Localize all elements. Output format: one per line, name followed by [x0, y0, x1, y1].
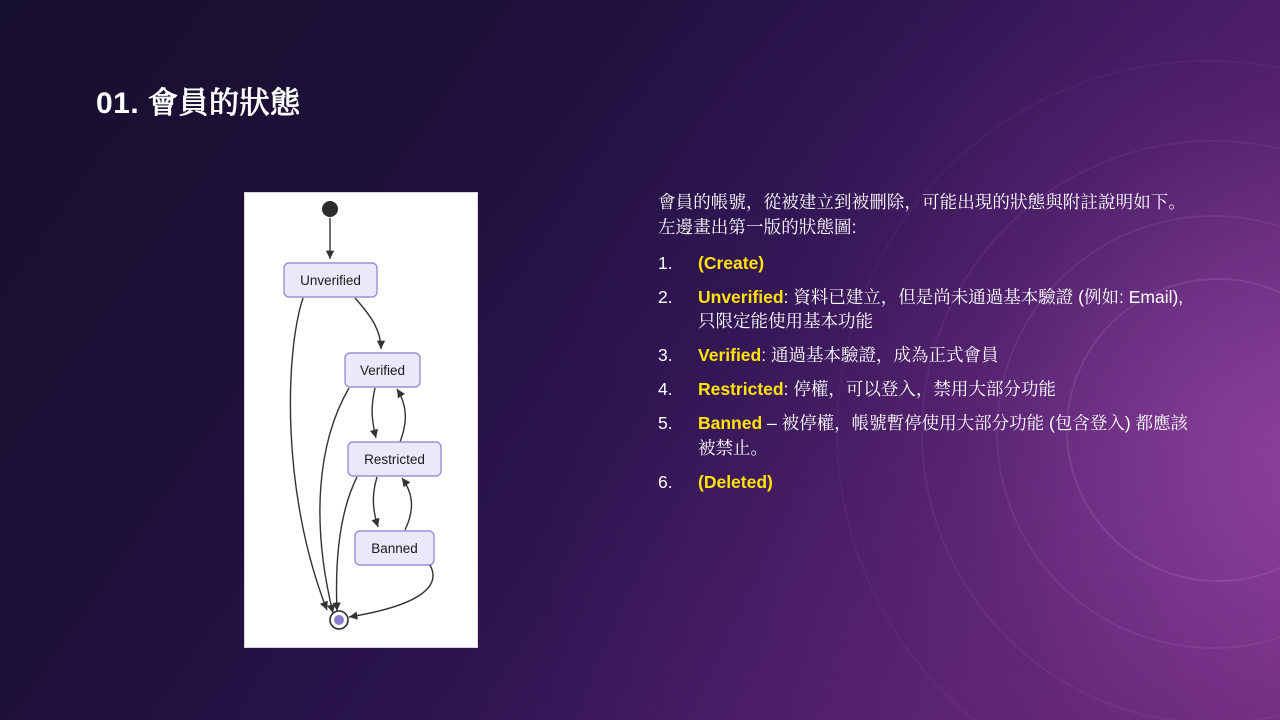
list-item-keyword: Unverified [698, 286, 784, 307]
list-item-text: : 通過基本驗證，成為正式會員 [761, 345, 999, 366]
list-item [658, 251, 1198, 276]
list-item-text: – 被停權，帳號暫停使用大部分功能 (包含登入) 都應該被禁止。 [698, 412, 1189, 458]
list-item-keyword: (Deleted) [698, 471, 773, 492]
list-item [658, 285, 1198, 335]
list-item-number: 6. [658, 471, 673, 492]
list-item-number: 2. [658, 286, 673, 307]
start-node [322, 201, 338, 217]
list-item-number: 1. [658, 252, 673, 273]
list-item-number: 4. [658, 379, 673, 400]
list-item-keyword: Restricted [698, 379, 784, 400]
state-diagram-image [244, 192, 478, 648]
list-item-number: 3. [658, 345, 673, 366]
svg-text:Restricted: Restricted [364, 452, 425, 467]
list-item-keyword: (Create) [698, 252, 765, 273]
list-item-text: : 資料已建立，但是尚未通過基本驗證 (例如: Email), 只限定能使用基本功能 [698, 286, 1184, 332]
svg-text:Banned: Banned [371, 541, 418, 556]
list-item-keyword: Banned [698, 412, 763, 433]
svg-text:Unverified: Unverified [300, 273, 361, 288]
list-item [658, 470, 1198, 495]
list-item [658, 411, 1198, 461]
list-item-keyword: Verified [698, 345, 762, 366]
list-item-text: : 停權，可以登入，禁用大部分功能 [783, 379, 1056, 400]
notes-intro: 會員的帳號，從被建立到被刪除，可能出現的狀態與附註說明如下。左邊畫出第一版的狀態圖: [658, 192, 1186, 237]
svg-text:Verified: Verified [359, 363, 406, 378]
page-title: 01. 會員的狀態 [96, 87, 301, 120]
notes-panel [658, 190, 1198, 503]
list-item [658, 377, 1198, 402]
state-list [658, 251, 1198, 495]
list-item [658, 343, 1198, 368]
list-item-number: 5. [658, 412, 673, 433]
